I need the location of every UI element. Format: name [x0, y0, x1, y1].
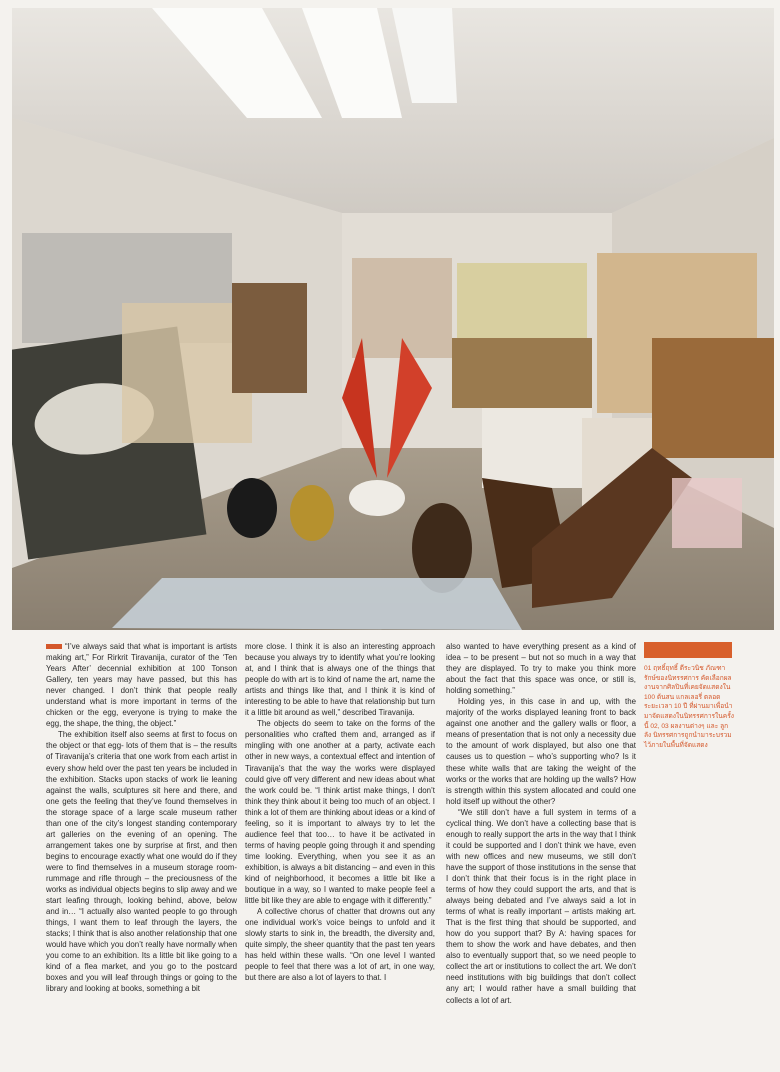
- article-paragraph: also wanted to have everything present as a kind of idea – to be present – but not so much in a way that they are displayed. To try to make you think more about the fact that this space was once, or still is, holding something.”: [446, 642, 636, 696]
- caption-accent-bar: [644, 642, 732, 658]
- article-paragraph: more close. I think it is also an interesting approach because you always try to identify what you’re looking at, and I think that is always one of the things that people do with art is to kind of name the art, name the artists and things like that, and I think it is kind of interesting to be able to have that relationship but turn it a little bit around as well,” described Tiravanija.: [245, 642, 435, 718]
- article-paragraph: “We still don’t have a full system in terms of a cyclical thing. We don’t have a collecting base that is enough to really support the arts in the way that I think it could be supported and I don’t think we have, even with new offices and new museums, we still don’t have the support of those institutions in the sense that I don’t think that their focus is in the right place in terms of how they could support the arts, and that is always being debated and I’ve always said a lot in terms of what is really important – artists making art. That is the first thing that should be supported, and how do you support that? By A: having spaces for them to show the work and have debates, and then also to eventually support that, so we need people to collect the art or institutions to collect the art. We don’t need institutions with big buildings that don’t collect any art; I would rather have a small building that collects a lot of art.: [446, 807, 636, 1005]
- article-column-3: [446, 641, 636, 1006]
- gallery-storage-image: [12, 8, 774, 630]
- gallery-photo: [12, 8, 774, 630]
- article-paragraph: The exhibition itself also seems at first to focus on the object or that egg- lots of them that is – the results of Tiravanija’s criteria that one work from each artist in every show held over the past ten years be included in the exhibition. Stacks upon stacks of work lie leaning against the walls, sculptures sit here and there, and one gets the feeling that they’ve found themselves in the storage space of a large scale museum rather than one of the city’s longest standing contemporary art galleries on the evening of an opening. The arrangement takes one by surprise at first, and then begins to encourage exactly what one would do if they were to find themselves in a museum storage room- rummage and rifle through – the preciousness of the works as individual objects begins to slip away and we start leafing through, looking behind, above, below and in… “I actually also wanted people to go through things, I want them to leaf through the layers, the stacks; I think that is also another relationship that one would have which you don’t really have normally when you come to an exhibition. Its a little bit like going to a kind of a flea market, and you go to the postcard boxes and you will leaf through things or going to the library and looking at books, something a bit: [46, 730, 237, 994]
- caption-text: 01 ฤทธิ์ฤทธิ์ ตีระวนิช ภัณฑารักษ์ของนิทรรศการ คัดเลือกผลงานจากศิลปินที่เคยจัดแสดงใน 100 ต้นสน แกลเลอรี่ ตลอดระยะเวลา 10 ปี ที่ผ่านมาเพื่อนำมาจัดแสดงในนิทรรศการในครั้งนี้ 02, 03 ผลงานต่างๆ และ ลูกลัง นิทรรศการถูกนำมาระบรวมไว้ภายในพื้นที่จัดแสดง: [644, 665, 734, 749]
- article-column-2: [245, 641, 435, 983]
- article-paragraph: [46, 641, 237, 729]
- article-paragraph: The objects do seem to take on the forms of the personalities who crafted them and, arranged as if mingling with one another at a party, activate each other in new ways, a contextual effect and intention of Tiravanija’s that the way the works were displayed could give off very different and new ideas about what the work could be. “I think artist make things, I don’t think they think about it being too much of an object. I think a lot of them are thinking about ideas or a kind of feeling, so it is important to always try to let the audience feel that too… to have it be activated in terms of having people going through it and spending time looking. Everything, when you see it as an exhibition, is always a bit distancing – and even in this kind of neighborhood, it becomes a little bit like a boutique in a way, so I wanted to make people feel a little bit like they are able to engage with it differently.”: [245, 719, 435, 906]
- paragraph-start-marker: [46, 644, 62, 649]
- photo-caption: [644, 664, 734, 750]
- article-column-1: [46, 641, 237, 995]
- article-paragraph: Holding yes, in this case in and up, with the majority of the works displayed leaning front to back against one another and the gallery walls or floor, a means of presentation that is not only a necessity due to the amount of work displayed, but also one that causes us to question – who’s supporting who? Is it these white walls that are taking the weight of the works or the works that are holding up the walls? How is strength within this system allocated and could one hold itself up without the other?: [446, 697, 636, 806]
- article-paragraph: A collective chorus of chatter that drowns out any one individual work’s voice beings to unfold and it slowly starts to sink in, the breadth, the diversity and, quite simply, the sheer quantity that the past ten years has held within these walls. “On one level I wanted people to feel that there was a lot of art, in one way, but there are also a lot of layers to that. I: [245, 907, 435, 983]
- paragraph-text: “I’ve always said that what is important is artists making art,” For Rirkrit Tiravanija, curator of the ‘Ten Years After’ decennial exhibition at 100 Tonson Gallery, ten years may have passed, but this has never changed. I don’t think that people really understand what is more important in terms of the chicken or the egg, everyone is trying to make the egg, the shape, the thing, the object.”: [46, 642, 237, 729]
